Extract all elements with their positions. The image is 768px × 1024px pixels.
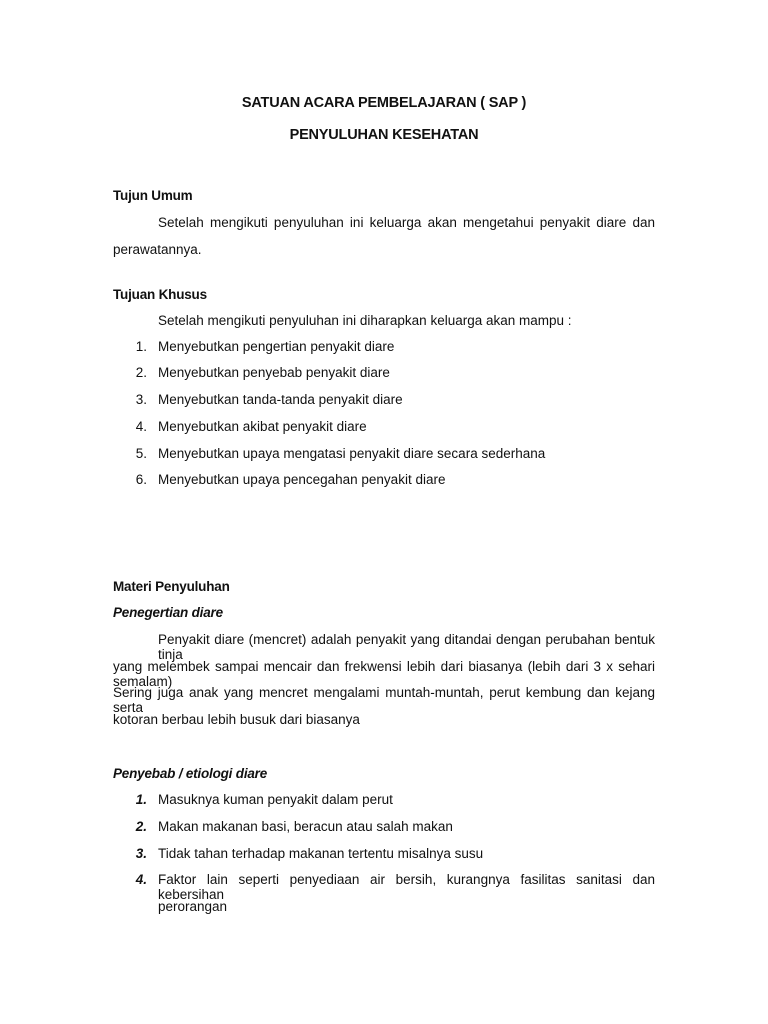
list-item: Menyebutkan upaya pencegahan penyakit diare [158,472,446,487]
paragraph-line: yang melembek sampai mencair dan frekwensi lebih dari biasanya (lebih dari 3 x sehari semalam) [113,659,655,689]
list-number: 4. [135,872,147,887]
list-number: 5. [135,446,147,461]
list-item-continuation: perorangan [158,899,228,914]
section-heading-tujuan-umum: Tujun Umum [113,188,193,203]
paragraph-line: Sering juga anak yang mencret mengalami muntah-muntah, perut kembung dan kejang serta [113,685,655,715]
list-item: Masuknya kuman penyakit dalam perut [158,792,393,807]
document-title: SATUAN ACARA PEMBELAJARAN ( SAP ) [241,95,527,111]
list-item: Menyebutkan akibat penyakit diare [158,419,367,434]
paragraph-line: kotoran berbau lebih busuk dari biasanya [113,712,360,727]
list-item: Menyebutkan penyebab penyakit diare [158,365,390,380]
paragraph-line: Setelah mengikuti penyuluhan ini diharapkan keluarga akan mampu : [158,313,572,328]
paragraph-line: Setelah mengikuti penyuluhan ini keluarga akan mengetahui penyakit diare dan [158,215,655,230]
list-number: 2. [135,365,147,380]
paragraph-line: Penyakit diare (mencret) adalah penyakit yang ditandai dengan perubahan bentuk tinja [158,632,655,662]
document-subtitle: PENYULUHAN KESEHATAN [289,127,479,143]
list-number: 4. [135,419,147,434]
list-item: Faktor lain seperti penyediaan air bersih, kurangnya fasilitas sanitasi dan kebersihan [158,872,655,902]
section-heading-materi: Materi Penyuluhan [113,579,230,594]
list-number: 3. [135,392,147,407]
section-heading-tujuan-khusus: Tujuan Khusus [113,287,207,302]
list-item: Tidak tahan terhadap makanan tertentu misalnya susu [158,846,484,861]
subsection-heading-penyebab: Penyebab / etiologi diare [113,766,268,781]
list-item: Makan makanan basi, beracun atau salah makan [158,819,453,834]
list-number: 3. [135,846,147,861]
subsection-heading-pengertian: Penegertian diare [113,605,223,620]
list-item: Menyebutkan tanda-tanda penyakit diare [158,392,403,407]
paragraph-line: perawatannya. [113,242,202,257]
list-item: Menyebutkan upaya mengatasi penyakit diare secara sederhana [158,446,546,461]
list-number: 6. [135,472,147,487]
list-number: 1. [135,792,147,807]
list-number: 2. [135,819,147,834]
list-item: Menyebutkan pengertian penyakit diare [158,339,395,354]
list-number: 1. [135,339,147,354]
